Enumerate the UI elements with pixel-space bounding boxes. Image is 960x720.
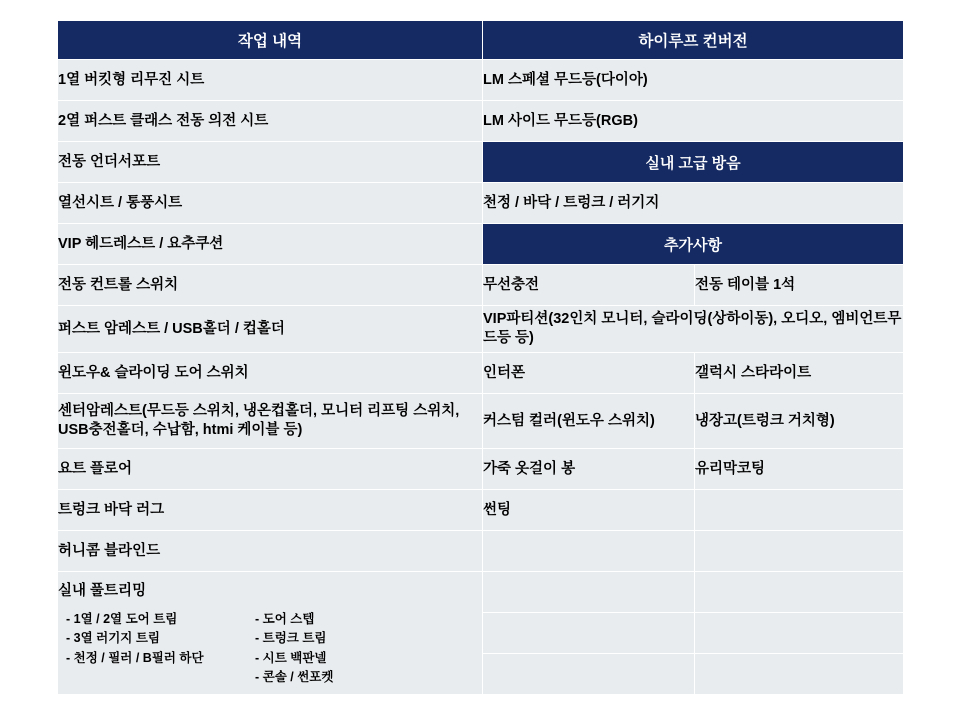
right-item-7-b: 갤럭시 스타라이트 <box>695 353 904 394</box>
right-item-8-b: 냉장고(트렁크 거치형) <box>695 394 904 449</box>
right-item-13-a <box>483 613 695 654</box>
right-item-9-b: 유리막코팅 <box>695 449 904 490</box>
table-row <box>58 60 904 101</box>
full-trim-list-a <box>66 610 241 688</box>
left-item-7: 윈도우& 슬라이딩 도어 스위치 <box>58 353 483 394</box>
full-trim-item: - 트렁크 트림 <box>255 629 333 648</box>
right-item-13-b <box>695 613 904 654</box>
table-row <box>58 306 904 353</box>
section-header-extras: 추가사항 <box>483 224 904 265</box>
right-item-0-a: LM 스페셜 무드등(다이아) <box>483 60 904 101</box>
left-item-full-trim <box>58 572 483 695</box>
table-row <box>58 353 904 394</box>
right-item-8-a: 커스텀 컬러(윈도우 스위치) <box>483 394 695 449</box>
table-row <box>58 224 904 265</box>
left-item-1: 2열 퍼스트 클래스 전동 의전 시트 <box>58 101 483 142</box>
right-item-5-b: 전동 테이블 1석 <box>695 265 904 306</box>
right-item-11-a <box>483 531 695 572</box>
right-item-6-a: VIP파티션(32인치 모니터, 슬라이딩(상하이동), 오디오, 엠비언트무드등 등) <box>483 306 904 353</box>
table-row <box>58 449 904 490</box>
full-trim-item: - 도어 스텝 <box>255 610 333 629</box>
left-item-0: 1열 버킷형 리무진 시트 <box>58 60 483 101</box>
table-row <box>58 531 904 572</box>
table-row <box>58 101 904 142</box>
right-item-14-b <box>695 654 904 695</box>
left-item-11: 허니콤 블라인드 <box>58 531 483 572</box>
right-item-14-a <box>483 654 695 695</box>
conversion-spec-table <box>57 20 904 695</box>
header-highroof-conversion: 하이루프 컨버전 <box>483 21 904 60</box>
left-item-4: VIP 헤드레스트 / 요추쿠션 <box>58 224 483 265</box>
right-item-12-a <box>483 572 695 613</box>
right-item-11-b <box>695 531 904 572</box>
right-item-3-a: 천정 / 바닥 / 트렁크 / 러기지 <box>483 183 904 224</box>
full-trim-item: - 천정 / 필러 / B필러 하단 <box>66 649 241 668</box>
right-item-12-b <box>695 572 904 613</box>
left-item-3: 열선시트 / 통풍시트 <box>58 183 483 224</box>
right-item-9-a: 가죽 옷걸이 봉 <box>483 449 695 490</box>
left-item-10: 트렁크 바닥 러그 <box>58 490 483 531</box>
table-row <box>58 183 904 224</box>
full-trim-item: - 시트 백판넬 <box>255 649 333 668</box>
full-trim-item: - 1열 / 2열 도어 트림 <box>66 610 241 629</box>
right-item-10-a: 썬팅 <box>483 490 695 531</box>
right-item-1-a: LM 사이드 무드등(RGB) <box>483 101 904 142</box>
table-row <box>58 490 904 531</box>
table-row <box>58 142 904 183</box>
left-item-6: 퍼스트 암레스트 / USB홀더 / 컵홀더 <box>58 306 483 353</box>
left-item-2: 전동 언더서포트 <box>58 142 483 183</box>
right-item-7-a: 인터폰 <box>483 353 695 394</box>
full-trim-title: 실내 풀트리밍 <box>58 582 147 599</box>
section-header-interior-soundproof: 실내 고급 방음 <box>483 142 904 183</box>
right-item-10-b <box>695 490 904 531</box>
full-trim-list-b <box>255 610 333 688</box>
table-row <box>58 394 904 449</box>
full-trim-lists <box>58 610 482 688</box>
left-item-5: 전동 컨트롤 스위치 <box>58 265 483 306</box>
table-row <box>58 265 904 306</box>
header-work-items: 작업 내역 <box>58 21 483 60</box>
left-item-8: 센터암레스트(무드등 스위치, 냉온컵홀더, 모니터 리프팅 스위치, USB충전홀더, 수납함, htmi 케이블 등) <box>58 394 483 449</box>
full-trim-item: - 3열 러기지 트림 <box>66 629 241 648</box>
table-row-full-trim <box>58 572 904 613</box>
left-item-9: 요트 플로어 <box>58 449 483 490</box>
table-header-row <box>58 21 904 60</box>
right-item-5-a: 무선충전 <box>483 265 695 306</box>
full-trim-item: - 콘솔 / 썬포켓 <box>255 668 333 687</box>
